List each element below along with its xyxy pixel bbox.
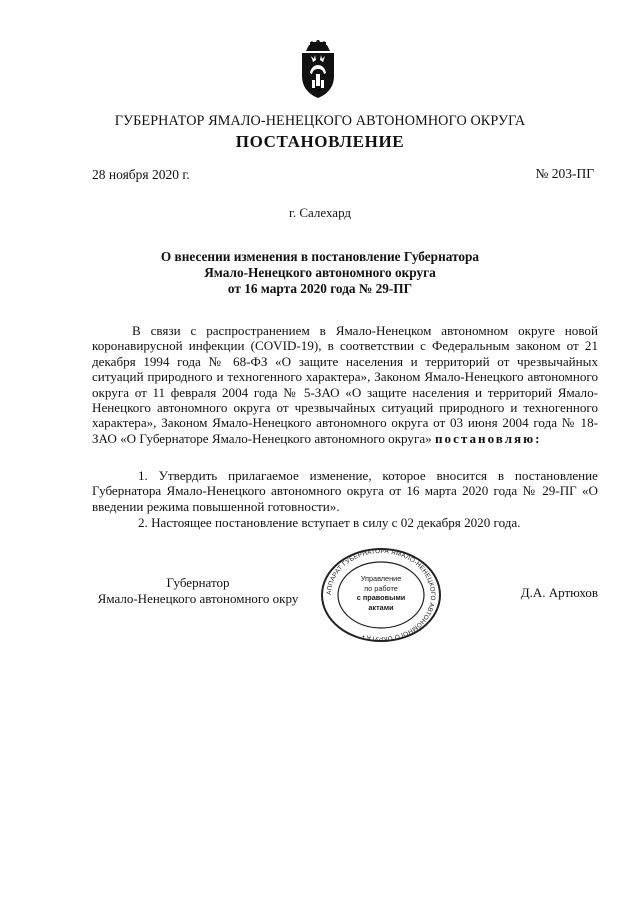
org-header: ГУБЕРНАТОР ЯМАЛО-НЕНЕЦКОГО АВТОНОМНОГО ОКРУГА: [114, 113, 526, 129]
stamp-line-2: по работе: [364, 583, 398, 593]
title-line-1: О внесении изменения в постановление Губернатора: [160, 249, 480, 264]
doc-date: 28 ноября 2020 г.: [92, 167, 190, 182]
signatory-name: Д.А. Артюхов: [520, 585, 598, 600]
title-line-3: от 16 марта 2020 года № 29-ПГ: [227, 281, 413, 296]
doc-type-title: ПОСТАНОВЛЕНИЕ: [235, 132, 405, 151]
decree-keyword: постановляю:: [434, 430, 542, 446]
signatory-position: [92, 575, 304, 607]
position-line-2: Ямало-Ненецкого автономного окру: [97, 591, 299, 606]
title-line-2: Ямало-Ненецкого автономного округа: [204, 265, 436, 280]
intro-text: В связи с распространением в Ямало-Ненецком автономном округе новой коронавирусной инфекции (COVID-19), в соответствии с Федеральным законом от 21 декабря 1994 года № 68-ФЗ «О защите населения и территорий от чрезвычайных ситуаций природного и техногенного характера», Законом Ямало-Ненецкого автономного округа от 11 февраля 2004 года № 5-ЗАО «О защите населения и территорий Ямало-Ненецкого автономного округа от чрезвычайных ситуаций природного и техногенного характера», Законом Ямало-Ненецкого автономного округа от 03 июня 2004 года № 18-ЗАО «О Губернаторе Ямало-Ненецкого автономного округа»: [92, 323, 598, 446]
item-1-paragraph: 1. Утвердить прилагаемое изменение, которое вносится в постановление Губернатора Ямало-Ненецкого автономного округа от 16 марта 2020 года № 29-ПГ «О введении режима повышенной готовности».: [92, 468, 598, 514]
stamp-line-1: Управление: [360, 574, 402, 583]
doc-number: № 203-ПГ: [535, 166, 594, 181]
stamp-inner-text: [318, 574, 444, 612]
doc-title: [110, 249, 530, 297]
svg-text:АППАРАТ ГУБЕРНАТОРА ЯМАЛО-НЕНЕ: АППАРАТ ГУБЕРНАТОРА ЯМАЛО-НЕНЕЦКОГО АВТОНОМНОГО ОКРУГА •: [325, 547, 437, 643]
stamp-line-4: актами: [368, 602, 394, 612]
doc-city: г. Салехард: [288, 205, 352, 220]
coat-of-arms-emblem: [296, 40, 340, 100]
item-2-paragraph: 2. Настоящее постановление вступает в силу с 02 декабря 2020 года.: [138, 515, 521, 530]
official-stamp: [318, 547, 444, 643]
position-line-1: Губернатор: [166, 575, 230, 590]
intro-paragraph: [92, 323, 598, 446]
stamp-line-3: с правовыми: [356, 593, 406, 602]
